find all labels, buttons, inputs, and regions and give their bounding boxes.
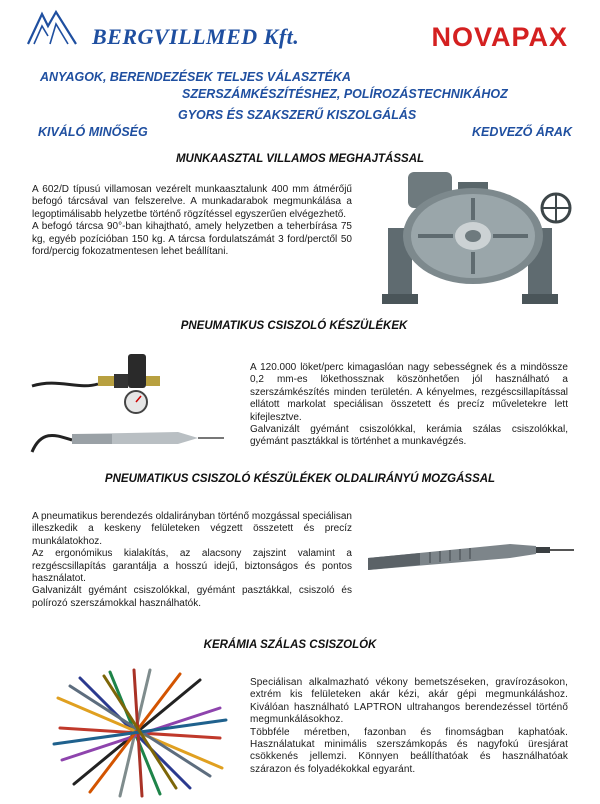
pneumatic-grinder-image — [28, 348, 228, 460]
section-text-worktable — [32, 184, 352, 258]
section-heading-pneumatic-grinders: PNEUMATIKUS CSISZOLÓ KÉSZÜLÉKEK — [180, 320, 408, 332]
company-name: BERGVILLMED Kft. — [92, 24, 300, 49]
section-text-lateral-grinders — [32, 511, 352, 610]
slogan-quality: KIVÁLÓ MINŐSÉG — [38, 125, 148, 139]
paragraph: Galvanizált gyémánt csiszolókkal, kerámia szálas csiszolókkal, gyémánt pasztákkal is történhet a munkavégzés. — [250, 424, 568, 448]
section-text-pneumatic-grinders — [250, 362, 568, 449]
brand-name: NOVAPAX — [431, 22, 568, 52]
paragraph: Speciálisan alkalmazható vékony bemetszéseken, gravírozásokon, extrém kis felületeken akár kézi, akár gépi megmunkáláshoz. Kiválóan használható LAPTRON ultrahangos berendezéssel történő megmunkálásokhoz. — [250, 677, 568, 726]
slogan-prices: KEDVEZŐ ÁRAK — [471, 125, 572, 139]
lateral-grinder-image — [360, 520, 580, 580]
paragraph: Többféle méretben, fazonban és finomságban kaphatóak. Használatukat minimális szerszámkopás és nagyfokú üresjárat csökkenés jellemzi. Könnyen beállíthatóak és használhatóak szárazon és folyadékokkal egyaránt. — [250, 726, 568, 775]
slogan-line-3: GYORS ÉS SZAKSZERŰ KISZOLGÁLÁS — [178, 108, 417, 122]
paragraph: Az ergonómikus kialakítás, az alacsony zajszint valamint a rezgéscsillapítás garantálja a hosszú idejű, biztonságos és pontos használatot. — [32, 548, 352, 585]
paragraph: A pneumatikus berendezés oldalirányban történő mozgással speciálisan illeszkedik a keskeny felületeken végzett összetett és precíz munkálatokhoz. — [32, 511, 352, 547]
paragraph: A 120.000 löket/perc kimagaslóan nagy sebességnek és a mindössze 0,2 mm-es lökethossznak köszönhetően jól használható a szerszámkészítés minden területén. A kényelmes, rezgéscsillapítással ellátott markolat speciálisan összetett és precíz műveletekre lett kifejlesztve. — [250, 362, 568, 423]
mountain-logo-icon — [26, 8, 78, 48]
slogan-line-2: SZERSZÁMKÉSZÍTÉSHEZ, POLÍROZÁSTECHNIKÁHOZ — [182, 87, 508, 101]
section-heading-lateral-grinders: PNEUMATIKUS CSISZOLÓ KÉSZÜLÉKEK OLDALIRÁNYÚ MOZGÁSSAL — [104, 473, 496, 485]
section-heading-worktable: MUNKAASZTAL VILLAMOS MEGHAJTÁSSAL — [175, 153, 425, 165]
ceramic-fiber-sticks-image — [50, 668, 230, 798]
section-heading-ceramic-fiber: KERÁMIA SZÁLAS CSISZOLÓK — [203, 639, 377, 651]
section-text-ceramic-fiber — [250, 677, 568, 776]
paragraph: Galvanizált gyémánt csiszolókkal, gyémánt pasztákkal, csiszoló és polírozó szerszámokkal használhatók. — [32, 585, 352, 609]
slogan-line-1: ANYAGOK, BERENDEZÉSEK TELJES VÁLASZTÉKA — [40, 70, 351, 84]
paragraph: A befogó tárcsa 90°-ban kihajtható, amely helyzetben a teherbírása 75 kg, egyéb pozícióban 150 kg. A tárcsa fordulatszámát 3 ford/perctől 50 ford/percig fokozatmentesen lehet beállítani. — [32, 221, 352, 258]
rotary-worktable-image — [378, 168, 578, 310]
paragraph: A 602/D típusú villamosan vezérelt munkaasztalunk 400 mm átmérőjű befogó tárcsával van felszerelve. A munkadarabok megmunkálása a legoptimálisabb helyzetbe történő rögzítéssel egyszerűen elvégezhető. — [32, 184, 352, 220]
